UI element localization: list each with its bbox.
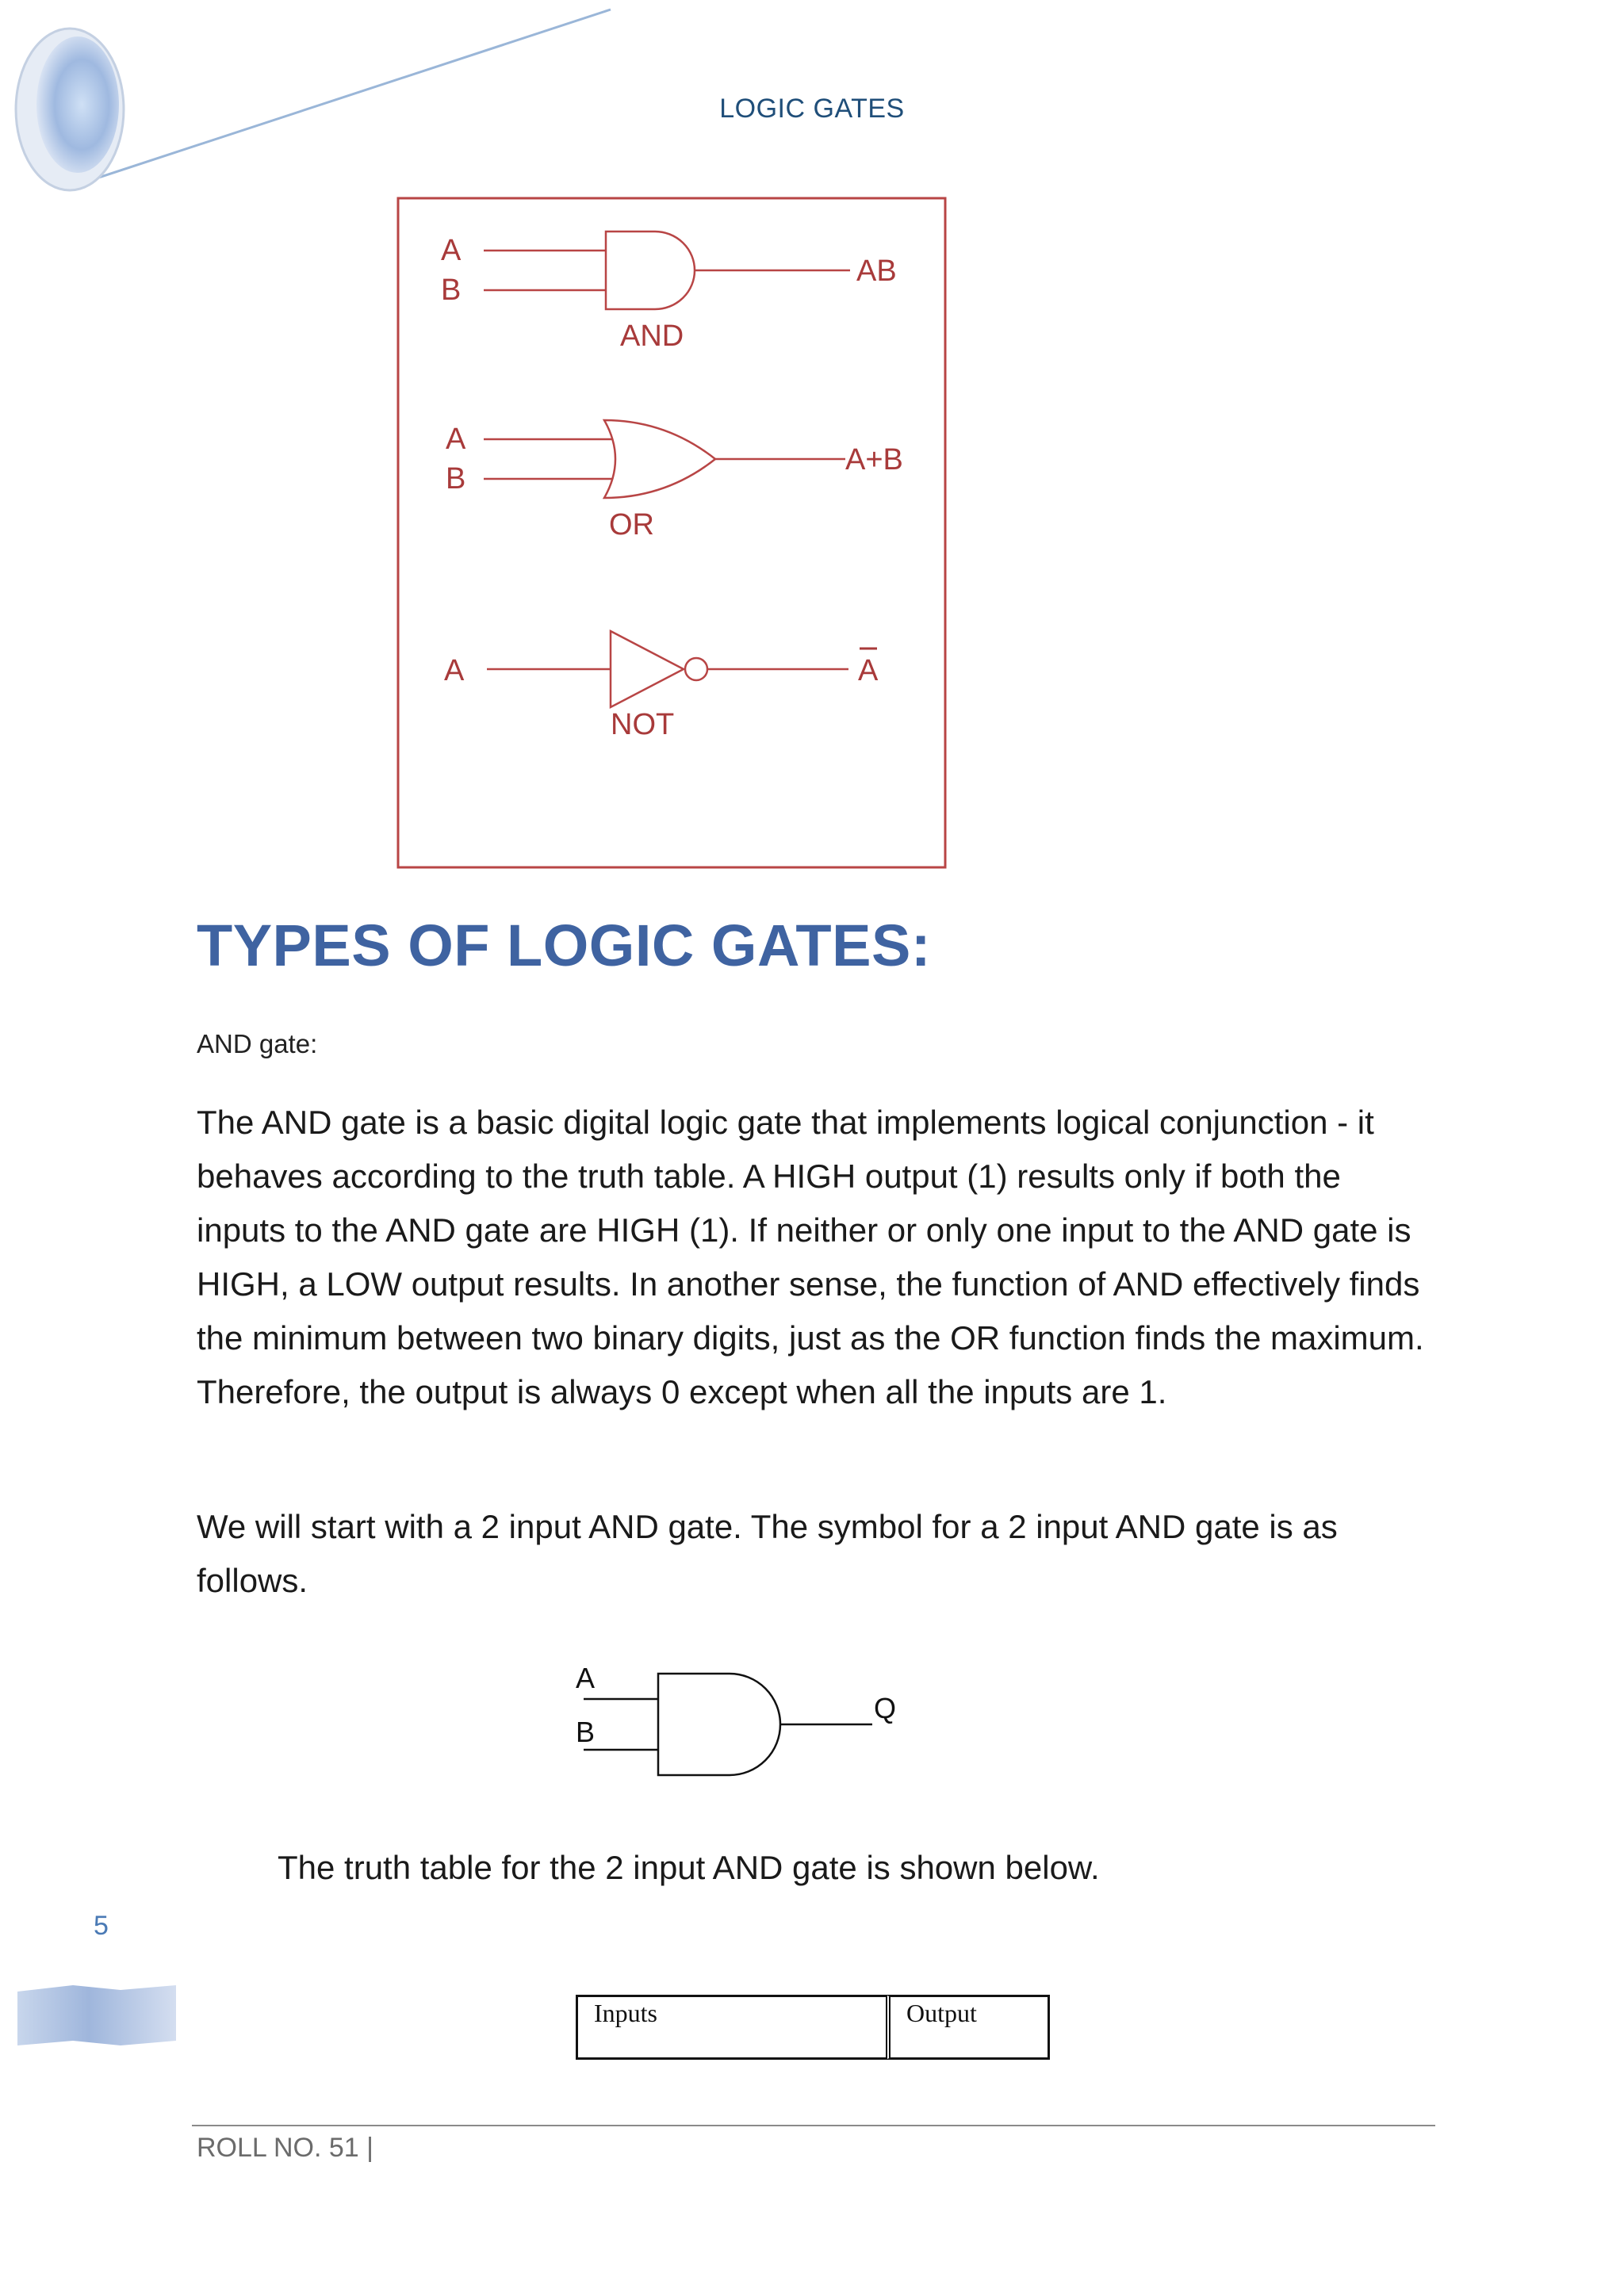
not-output-label: A: [858, 654, 879, 687]
side-tab-decoration: [17, 1982, 176, 2047]
and-gate-symbol: [571, 1661, 912, 1788]
section-heading: TYPES OF LOGIC GATES:: [197, 913, 931, 978]
not-input-a: A: [444, 654, 465, 687]
and-gate-subheading: AND gate:: [197, 1029, 318, 1058]
table-header-row: [576, 1995, 1050, 2060]
footer-divider: [192, 2125, 1435, 2126]
and-gate-name: AND: [620, 320, 684, 353]
not-gate-name: NOT: [611, 708, 675, 741]
symbol-input-a: A: [576, 1662, 596, 1694]
symbol-input-b: B: [576, 1716, 596, 1748]
logic-gates-figure: [396, 197, 947, 869]
or-gate-name: OR: [609, 508, 654, 541]
footer-roll-number: ROLL NO. 51 |: [197, 2133, 373, 2163]
truth-table-caption: The truth table for the 2 input AND gate is shown below.: [278, 1849, 1100, 1886]
and-gate-description: The AND gate is a basic digital logic gate that implements logical conjunction - it behaves according to the truth table. A HIGH output (1) results only if both the inputs to the AND gate are HIGH (1). If neither or only one input to the AND gate is HIGH, a LOW output results. In another sense, the function of AND effectively finds the minimum between two binary digits, just as the OR function finds the maximum. Therefore, the output is always 0 except when all the inputs are 1.: [197, 1104, 1424, 1410]
page-header-title: LOGIC GATES: [719, 94, 905, 124]
and-output-label: AB: [856, 254, 897, 288]
figure-border: [398, 198, 945, 867]
page-number: 5: [94, 1911, 109, 1941]
column-header-output: Output: [886, 1995, 1050, 2060]
column-header-inputs: Inputs: [576, 1995, 886, 2060]
truth-table: [576, 1995, 1050, 2060]
or-input-b: B: [446, 462, 466, 496]
and-symbol-body: [658, 1674, 780, 1775]
or-input-a: A: [446, 423, 466, 456]
not-gate-bubble: [685, 658, 707, 680]
and-input-a: A: [441, 234, 462, 267]
and-input-b: B: [441, 274, 462, 307]
or-output-label: A+B: [845, 443, 903, 476]
symbol-output-q: Q: [874, 1692, 897, 1724]
and-gate-intro: We will start with a 2 input AND gate. The symbol for a 2 input AND gate is as follows.: [197, 1508, 1338, 1599]
